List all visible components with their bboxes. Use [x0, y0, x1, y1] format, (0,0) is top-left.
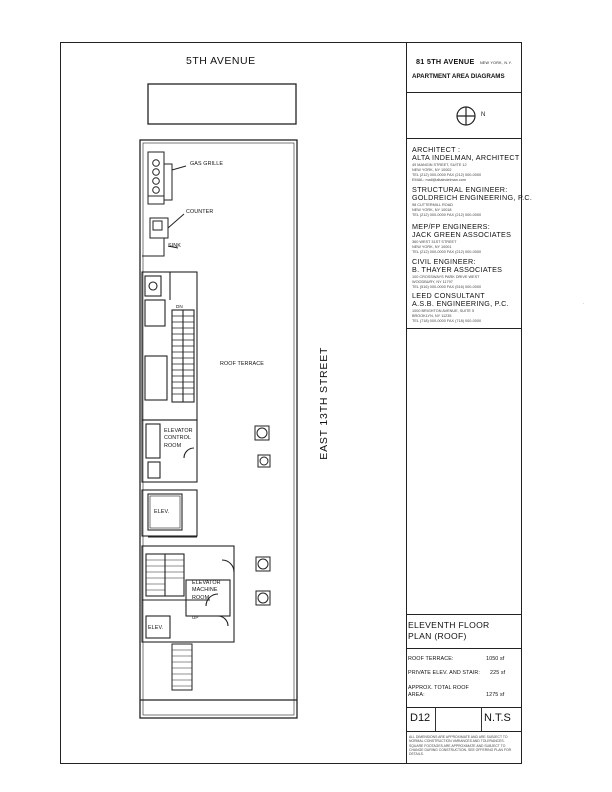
consultant-detail: 360 WEST 31ST STREET — [412, 240, 457, 244]
footnote — [409, 735, 511, 756]
footnote-line: CHANGE DURING CONSTRUCTION. SEE OFFERING PLAN FOR — [409, 747, 512, 752]
footnote-line: SQUARE FOOTAGES ARE APPROXIMATE AND SUBJECT TO — [409, 743, 506, 748]
title-rule-2 — [406, 138, 522, 139]
label-elevator-control-line3: ROOM — [164, 442, 182, 449]
consultant-detail: 49 MANGIN STREET, SUITE 12 — [412, 163, 467, 167]
consultant-name: JACK GREEN ASSOCIATES — [412, 230, 512, 239]
consultant-detail: TEL (212) 000-0000 FAX (212) 000-0000 — [412, 173, 482, 177]
drawing-title — [408, 620, 490, 642]
label-elevator-control-room — [164, 428, 193, 450]
project-location: NEW YORK, N.Y. — [479, 61, 513, 65]
drawing-title-line2: PLAN (ROOF) — [408, 631, 467, 642]
label-elevator-2: ELEV. — [148, 625, 164, 631]
area-value-roof-terrace: 1050 sf — [486, 656, 505, 662]
title-rule-6 — [406, 707, 522, 708]
label-elevator-control-line2: CONTROL — [164, 435, 192, 442]
consultant-detail: TEL (718) 000-0000 FAX (718) 000-0000 — [412, 319, 482, 323]
consultant-detail: TEL (516) 000-0000 FAX (516) 000-0000 — [412, 285, 482, 289]
consultant-detail: NEW YORK, NY 10018 — [412, 208, 452, 212]
street-label-top: 5TH AVENUE — [186, 55, 256, 67]
label-elevator-control-line1: ELEVATOR — [164, 428, 193, 434]
consultant-name: A.S.B. ENGINEERING, P.C. — [412, 299, 509, 308]
project-address: 81 5TH AVENUE — [416, 57, 475, 66]
consultant-role: ARCHITECT : — [412, 145, 461, 154]
consultant-role: CIVIL ENGINEER: — [412, 257, 476, 266]
area-value-private-elev: 225 sf — [490, 670, 506, 676]
footnote-line: NORMAL CONSTRUCTION VARIANCES AND TOLERANCES. — [409, 739, 505, 744]
consultant-detail: TEL (212) 000-0000 FAX (212) 000-0000 — [412, 213, 482, 217]
consultant-detail: 100 CROSSWAYS PARK DRIVE WEST — [412, 275, 480, 279]
sheet-number-divider — [435, 707, 436, 731]
consultant-detail: NEW YORK, NY 10002 — [412, 168, 452, 172]
label-counter: COUNTER — [186, 209, 214, 215]
scale-divider — [481, 707, 482, 731]
footnote-line: DETAILS. — [409, 752, 424, 756]
consultant-role: LEED CONSULTANT — [412, 291, 485, 300]
label-gas-grille: GAS GRILLE — [190, 161, 224, 167]
drawing-title-line1: ELEVENTH FLOOR — [408, 620, 490, 630]
title-rule-5 — [406, 648, 522, 649]
consultant-detail: 98 CUTTERMILL ROAD — [412, 203, 453, 207]
north-arrow-label: N — [481, 112, 486, 118]
area-value-total: 1275 sf — [486, 692, 505, 698]
edge-mark: · — [583, 301, 585, 306]
footnote-line: ALL DIMENSIONS ARE APPROXIMATE AND ARE SUBJECT TO — [409, 735, 508, 739]
label-dn: DN — [176, 304, 183, 309]
title-rule-1 — [406, 92, 522, 93]
title-rule-4 — [406, 614, 522, 615]
consultant-detail: WOODBURY, NY 11797 — [412, 280, 453, 284]
label-elevator-machine-line2: MACHINE — [192, 587, 218, 594]
area-label-roof-terrace: ROOF TERRACE: — [408, 656, 454, 662]
area-label-total: APPROX. TOTAL ROOF AREA: — [408, 685, 469, 699]
street-label-side: EAST 13TH STREET — [318, 346, 331, 460]
consultant-detail: BROOKLYN, NY 11235 — [412, 314, 452, 318]
label-elevator-1: ELEV. — [154, 509, 170, 515]
consultant-name: ALTA INDELMAN, ARCHITECT — [412, 153, 520, 162]
title-block-divider — [406, 42, 407, 764]
label-up: UP — [192, 615, 199, 620]
consultant-role: STRUCTURAL ENGINEER: — [412, 185, 508, 194]
sheet-subtitle: APARTMENT AREA DIAGRAMS — [412, 73, 505, 80]
consultant-detail: 1000 BRIGHTON AVENUE, SUITE 5 — [412, 309, 475, 313]
drawing-scale: N.T.S — [484, 712, 511, 724]
consultant-name: GOLDREICH ENGINEERING, P.C. — [412, 193, 533, 202]
label-elevator-machine-room — [192, 580, 221, 602]
title-rule-7 — [406, 731, 522, 732]
consultant-detail: EMAIL: mail@altaindelman.com — [412, 178, 467, 182]
label-roof-terrace: ROOF TERRACE — [220, 361, 264, 367]
area-label-private-elev: PRIVATE ELEV. AND STAIR: — [408, 670, 480, 676]
title-rule-3 — [406, 328, 522, 329]
label-elevator-machine-line1: ELEVATOR — [192, 580, 221, 586]
consultant-role: MEP/FP ENGINEERS: — [412, 222, 491, 231]
sheet-number: D12 — [410, 712, 431, 724]
consultant-name: B. THAYER ASSOCIATES — [412, 265, 503, 274]
consultant-detail: NEW YORK, NY 10001 — [412, 245, 452, 249]
consultant-detail: TEL (212) 000-0000 FAX (212) 000-0000 — [412, 250, 482, 254]
label-elevator-machine-line3: ROOM — [192, 594, 210, 601]
project-name — [416, 58, 512, 66]
label-sink: SINK — [168, 243, 181, 249]
